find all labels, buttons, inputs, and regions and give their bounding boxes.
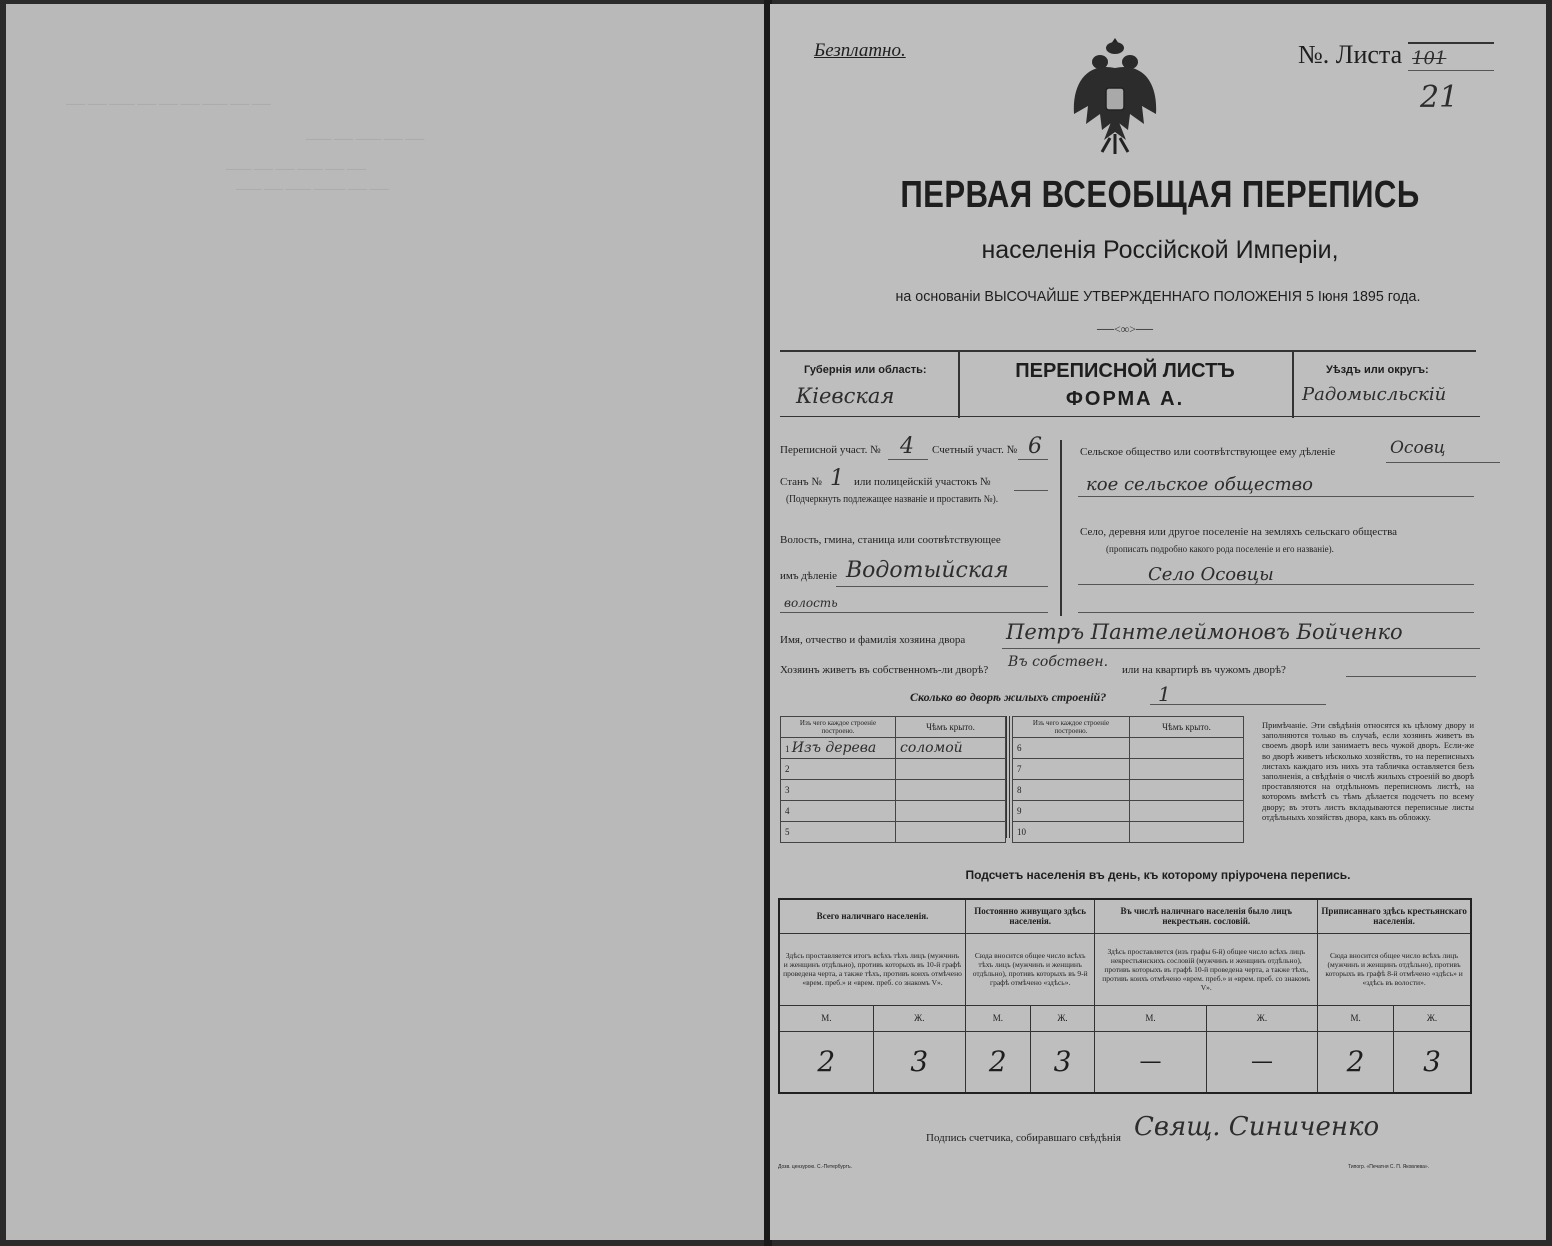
material-header: Изъ чего каждое строеніе построено. [1013, 717, 1130, 738]
sheet-number-struck: 101 [1412, 48, 1447, 69]
female-label: Ж. [1206, 1005, 1317, 1031]
male-label: М. [779, 1005, 873, 1031]
sheet-number-value: 21 [1420, 80, 1459, 115]
count-column-desc: Здѣсь проставляется итогъ всѣхъ тѣхъ лицъ (мужчинъ и женщинъ отдѣльно), противъ которыхъ въ 10-й графѣ проведена черта, а также тѣхъ, противъ коихъ отмѣчено «врем. преб.» и «врем. преб. со знакомъ V». [779, 933, 966, 1005]
table-row [781, 801, 1006, 822]
owner-label: Имя, отчество и фамилія хозяина двора [780, 634, 966, 646]
district-label: Уѣздъ или округъ: [1326, 364, 1429, 376]
free-label: Безплатно. [814, 40, 906, 61]
row-number: 8 [1013, 780, 1130, 801]
left-page [6, 4, 768, 1240]
table-row [1013, 822, 1244, 843]
census-basis: на основаніи ВЫСОЧАЙШЕ УТВЕРЖДЕННАГО ПОЛОЖЕНІЯ 5 Іюня 1895 года. [895, 288, 1421, 305]
row-number: 1 [785, 744, 790, 754]
count-column-desc: Сюда вносится общее число всѣхъ тѣхъ лицъ (мужчинъ и женщинъ отдѣльно), противъ которыхъ въ 9-й графѣ отмѣчено «здѣсь». [966, 933, 1095, 1005]
count-column-desc: Сюда вносится общее число всѣхъ лицъ (мужчинъ и женщинъ отдѣльно), противъ которыхъ въ графѣ 8-й отмѣчено «здѣсь» и «здѣсь въ волости». [1318, 933, 1471, 1005]
dwellings-table-left [780, 716, 1006, 843]
count-column-title: Въ числѣ наличнаго населенія было лицъ некрестьян. сословій. [1095, 899, 1318, 933]
row-number: 7 [1013, 759, 1130, 780]
district-value: Радомысльскій [1302, 384, 1447, 405]
count-value: — [1206, 1031, 1317, 1093]
society-label: Сельское общество или соотвѣтствующее ему дѣленіе [1080, 446, 1336, 458]
census-section-label: Переписной участ. № [780, 444, 881, 456]
dwellings-note: Примѣчаніе. Эти свѣдѣнія относятся къ цѣлому двору и заполняются только въ случаѣ, если хозяинъ живетъ въ своемъ дворѣ или занимаетъ весь чужой дворъ. Если-же во дворѣ живетъ нѣсколько хозяйствъ, то на переписныхъ листахъ каждаго изъ нихъ эта табличка оставляется безъ заполненія, а свѣдѣнія о числѣ жилыхъ строеній во дворѣ проставляются на отдѣльномъ переписномъ листѣ, на которомъ вмѣстѣ съ тѣмъ дѣлается подсчетъ по всему двору; въ этотъ листъ вкладываются переписные листы отдѣльныхъ хозяйствъ двора, какъ въ обложку. [1262, 720, 1474, 822]
underline [1078, 612, 1474, 613]
volost-value: волость [784, 596, 838, 610]
count-section-value: 6 [1028, 434, 1042, 459]
dwellings-table-right [1012, 716, 1244, 843]
population-count-table [778, 898, 1472, 1094]
print-note-left: Дозв. цензурою. С.-Петербургъ. [778, 1164, 852, 1170]
stan-label: Станъ № [780, 476, 822, 488]
underline [1078, 584, 1474, 585]
underline [780, 612, 1048, 613]
row-number: 3 [785, 785, 790, 795]
census-section-value: 4 [900, 434, 914, 459]
stan-note: (Подчеркнуть подлежащее названіе и проставить №). [786, 494, 999, 505]
stan-value: 1 [830, 466, 844, 491]
sheet-number-label: №. Листа [1298, 40, 1403, 69]
underline [888, 459, 928, 460]
underline [1018, 459, 1048, 460]
table-divider [1006, 716, 1010, 838]
residence-value: Въ собствен. [1008, 654, 1109, 670]
table-row [781, 759, 1006, 780]
table-row [1013, 759, 1244, 780]
imperial-eagle-emblem [1070, 34, 1160, 158]
row-number: 2 [785, 764, 790, 774]
roof-value: соломой [900, 740, 963, 756]
count-value: 2 [779, 1031, 873, 1093]
form-header-bottom-rule [780, 416, 1480, 417]
table-row [781, 780, 1006, 801]
police-label: или полицейскій участокъ № [854, 476, 991, 488]
row-number: 4 [785, 806, 790, 816]
signature-label: Подпись счетчика, собиравшаго свѣдѣнія [926, 1132, 1121, 1144]
volost-label: имъ дѣленіе [780, 570, 838, 582]
female-label: Ж. [1030, 1005, 1095, 1031]
roof-header: Чѣмъ крыто. [896, 717, 1006, 738]
buildings-value: 1 [1158, 682, 1171, 706]
count-value: — [1095, 1031, 1206, 1093]
row-number: 9 [1013, 801, 1130, 822]
female-label: Ж. [1394, 1005, 1472, 1031]
row-number: 10 [1013, 822, 1130, 843]
male-label: М. [1095, 1005, 1206, 1031]
underline [1014, 490, 1048, 491]
underline [1150, 704, 1326, 705]
buildings-label: Сколько во дворѣ жилыхъ строеній? [910, 690, 1107, 704]
volost-label: Волость, гмина, станица или соотвѣтствующее [780, 534, 1001, 546]
count-column-title: Постоянно живущаго здѣсь населенія. [966, 899, 1095, 933]
count-column-title: Всего наличнаго населенія. [779, 899, 966, 933]
female-label: Ж. [873, 1005, 965, 1031]
count-heading: Подсчетъ населенія въ день, къ которому пріурочена перепись. [965, 868, 1351, 882]
bleed-through-text: ──── ─── ──── ─── ─── [306, 134, 425, 144]
print-note-right: Типогр. «Печатня С. П. Яковлева». [1348, 1164, 1430, 1170]
material-header: Изъ чего каждое строеніе построено. [781, 717, 896, 738]
male-label: М. [966, 1005, 1031, 1031]
male-label: М. [1318, 1005, 1394, 1031]
table-row [1013, 780, 1244, 801]
count-value: 3 [1394, 1031, 1472, 1093]
count-column-title: Приписаннаго здѣсь крестьянскаго населенія. [1318, 899, 1471, 933]
census-subtitle: населенія Россійской Имперіи, [981, 236, 1339, 264]
count-value: 3 [1030, 1031, 1095, 1093]
table-row [1013, 738, 1244, 759]
right-page [770, 4, 1546, 1240]
underline [1078, 496, 1474, 497]
underline [1386, 462, 1500, 463]
village-value: Село Осовцы [1148, 564, 1274, 585]
row-number: 5 [785, 827, 790, 837]
fields-column-divider [1060, 440, 1062, 616]
owner-value: Петръ Пантелеймоновъ Бойченко [1006, 620, 1403, 644]
count-value: 2 [1318, 1031, 1394, 1093]
count-column-desc: Здѣсь проставляется (изъ графы 6-й) общее число всѣхъ лицъ некрестьянскихъ сословій (мужчинъ и женщинъ отдѣльно), противъ которыхъ въ графѣ 10-й проведена черта, а также тѣхъ, противъ коихъ отмѣчено «врем. преб.» и «врем. преб. со знакомъ V». [1095, 933, 1318, 1005]
society-value: Осовц [1390, 438, 1446, 458]
province-value: Кіевская [796, 384, 895, 408]
divider [1292, 352, 1294, 418]
count-value: 2 [966, 1031, 1031, 1093]
village-note: (прописать подробно какого рода поселеніе и его названіе). [1106, 544, 1334, 554]
bleed-through-text: ──── ─── ──── ───── ─── ─── [236, 184, 389, 194]
roof-header: Чѣмъ крыто. [1130, 717, 1244, 738]
volost-value: Водотыйская [846, 558, 1009, 583]
village-label: Село, деревня или другое поселеніе на земляхъ сельскаго общества [1080, 526, 1398, 538]
residence-label: или на квартирѣ въ чужомъ дворѣ? [1122, 664, 1286, 676]
table-row [1013, 801, 1244, 822]
form-subtitle: ФОРМА А. [1065, 388, 1185, 410]
underline [1346, 676, 1476, 677]
count-section-label: Счетный участ. № [932, 444, 1018, 456]
row-number: 6 [1013, 738, 1130, 759]
bleed-through-text: ─── ─── ──── ─── ─── ─── ──── ─── ─── [66, 99, 271, 109]
form-header-box [780, 350, 1476, 418]
province-label: Губернія или область: [804, 364, 927, 376]
table-row [781, 738, 1006, 759]
census-title: ПЕРВАЯ ВСЕОБЩАЯ ПЕРЕПИСЬ [900, 174, 1420, 216]
sheet-number-underline [1408, 70, 1494, 71]
form-title: ПЕРЕПИСНОЙ ЛИСТЪ [1015, 360, 1235, 382]
underline [1002, 648, 1480, 649]
ornament-divider: ──<∞>── [1096, 322, 1154, 336]
material-value: Изъ дерева [791, 740, 877, 756]
signature-value: Свящ. Синиченко [1134, 1112, 1380, 1142]
sheet-number-overline [1408, 42, 1494, 44]
count-value: 3 [873, 1031, 965, 1093]
table-row [781, 822, 1006, 843]
society-value: кое сельское общество [1086, 474, 1313, 495]
residence-label: Хозяинъ живетъ въ собственномъ-ли дворѣ? [780, 664, 989, 676]
underline [836, 586, 1048, 587]
bleed-through-text: ──── ─── ─── ──── ─── ─── [226, 164, 367, 174]
